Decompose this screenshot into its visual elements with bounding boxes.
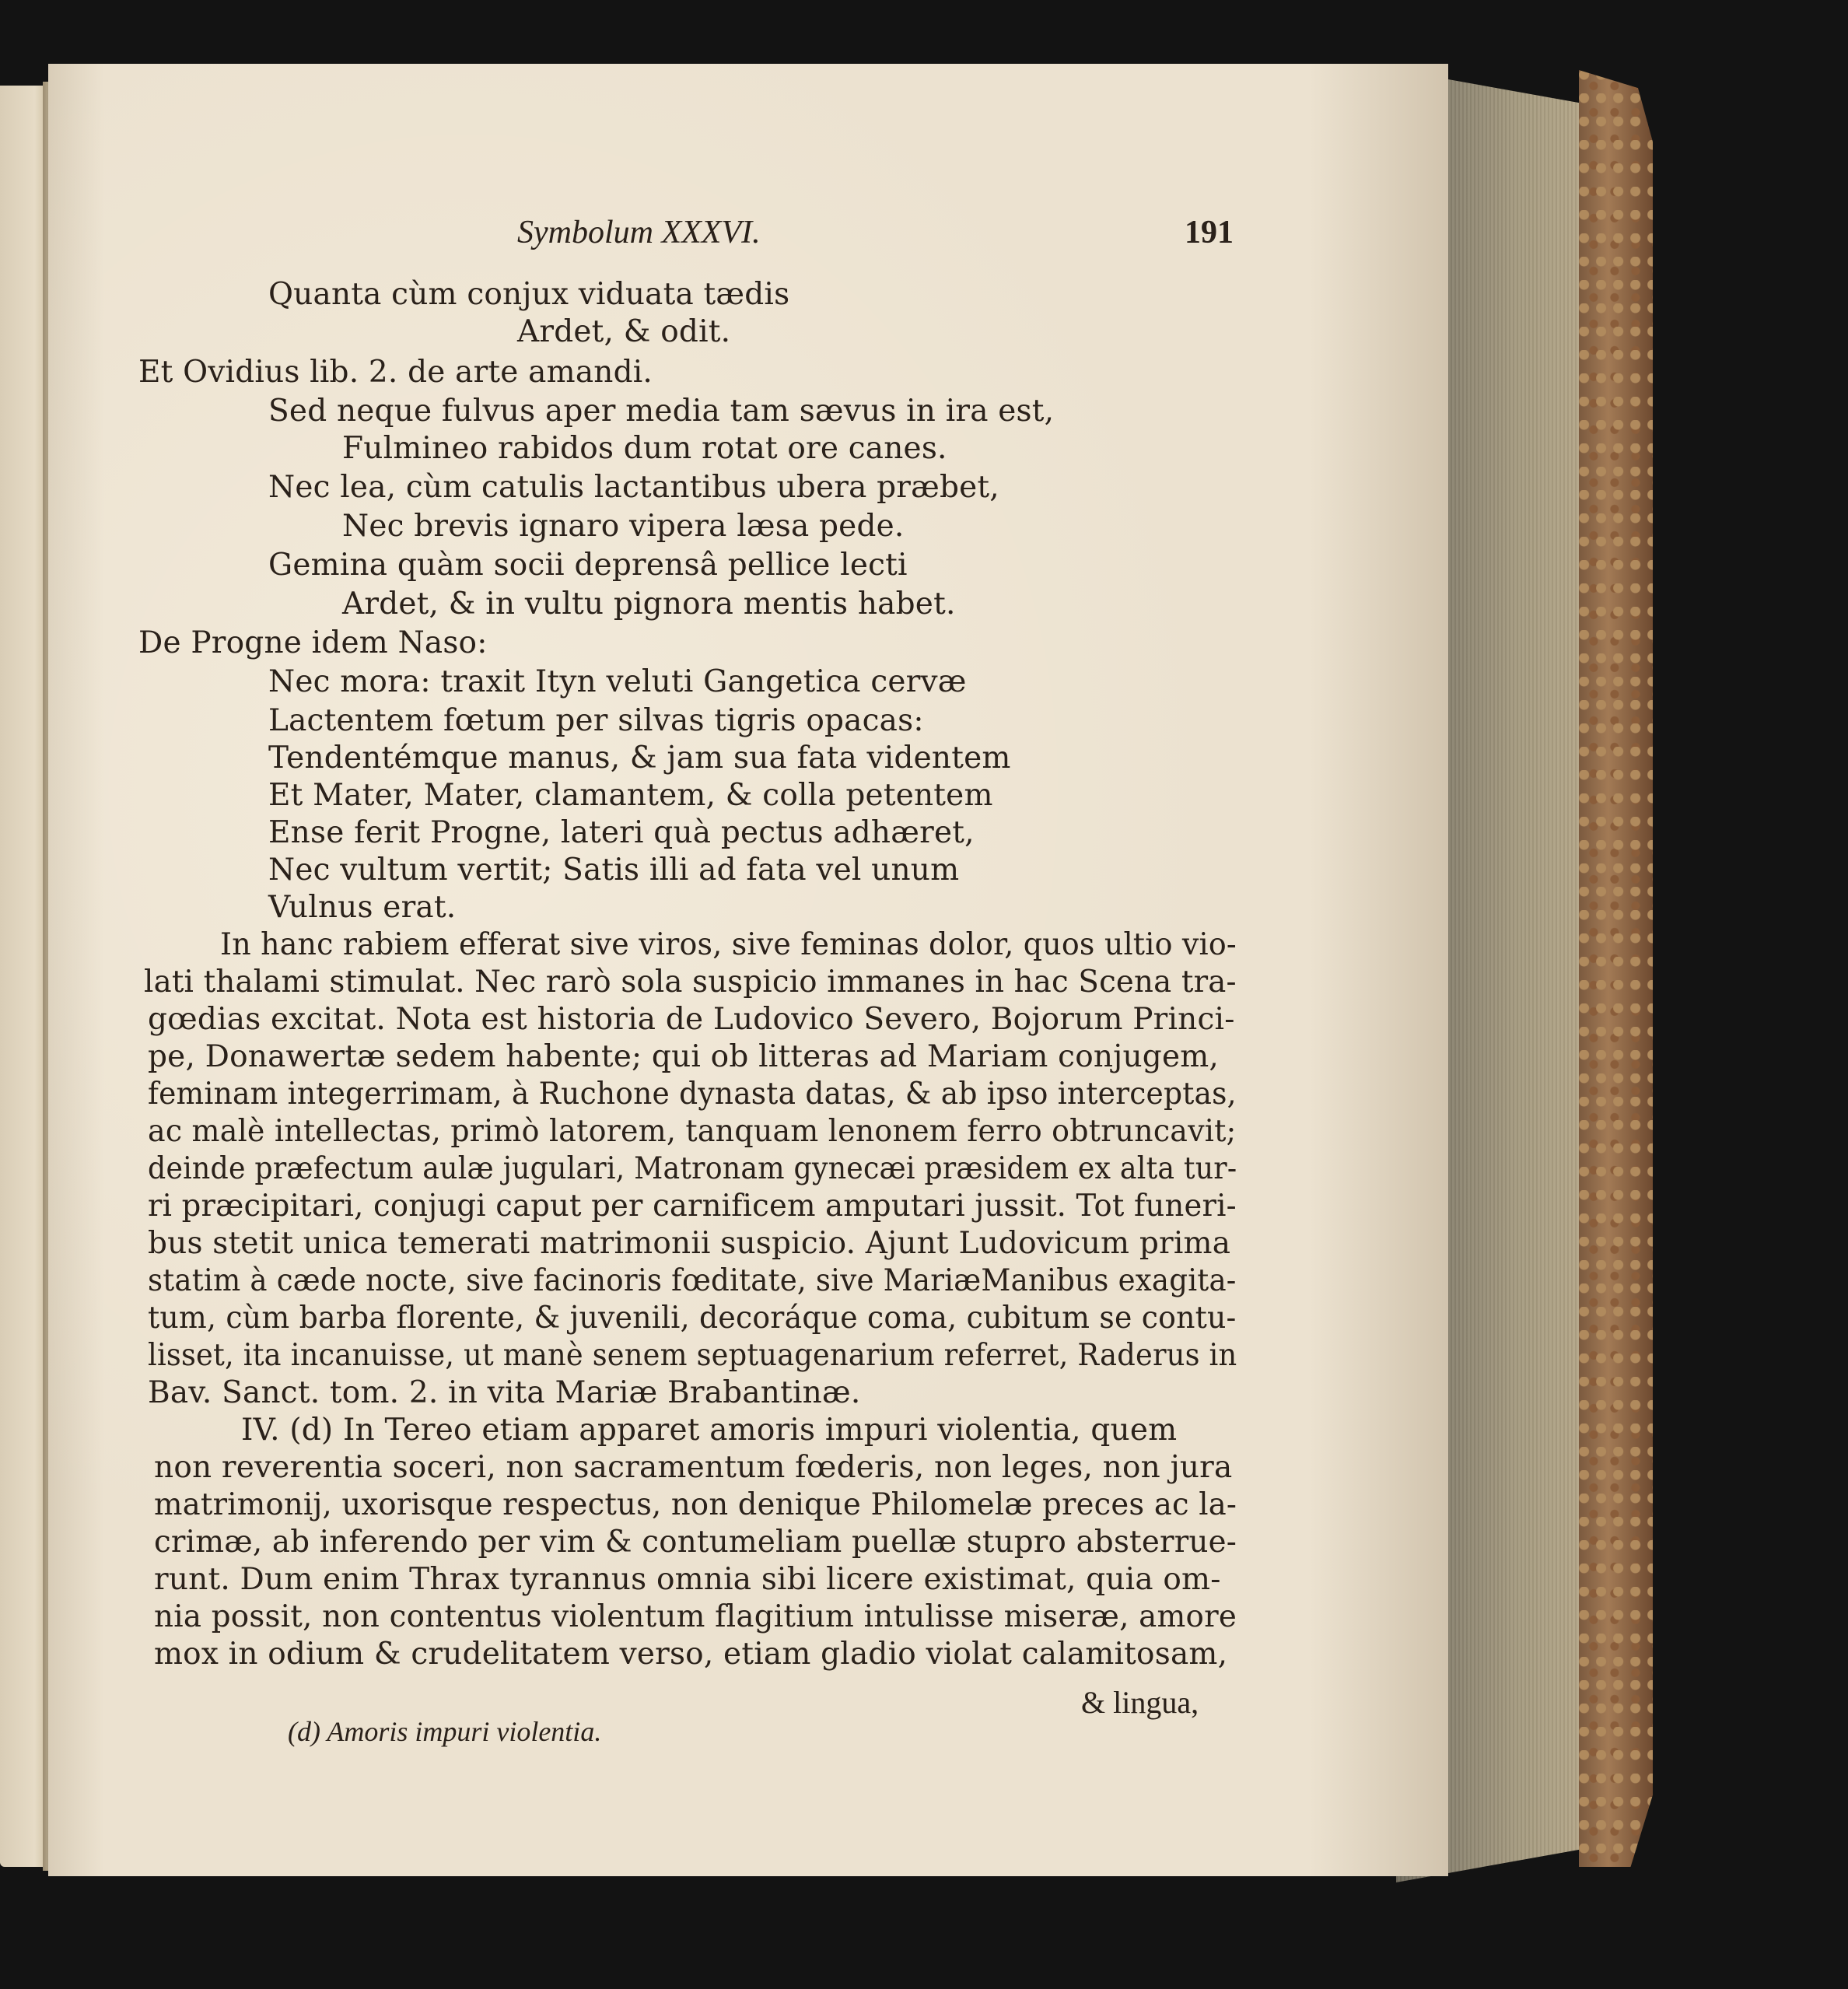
prose-line: non reverentia soceri, non sacramentum fœderis, non leges, non jura xyxy=(154,1450,1233,1485)
catchword: & lingua, xyxy=(1081,1685,1199,1720)
prose-line: lati thalami stimulat. Nec rarò sola suspicio immanes in hac Scena tra- xyxy=(144,965,1237,1000)
verse-line: Gemina quàm socii deprensâ pellice lecti xyxy=(268,548,908,583)
prose-line: matrimonij, uxorisque respectus, non denique Philomelæ preces ac la- xyxy=(154,1487,1237,1522)
prose-line: Bav. Sanct. tom. 2. in vita Mariæ Brabantinæ. xyxy=(148,1375,861,1410)
verse-line: Fulmineo rabidos dum rotat ore canes. xyxy=(342,431,947,466)
verse-intro: De Progne idem Naso: xyxy=(138,625,488,660)
verse-line: Et Mater, Mater, clamantem, & colla petentem xyxy=(268,778,993,813)
verse-line: Nec brevis ignaro vipera læsa pede. xyxy=(342,509,905,544)
prose-line: tum, cùm barba florente, & juvenili, decoráque coma, cubitum se contu- xyxy=(148,1301,1237,1336)
prose-line: In hanc rabiem efferat sive viros, sive feminas dolor, quos ultio vio- xyxy=(220,927,1237,962)
verse-line: Tendentémque manus, & jam sua fata videntem xyxy=(268,741,1011,776)
prose-line: pe, Donawertæ sedem habente; qui ob litteras ad Mariam conjugem, xyxy=(148,1039,1220,1074)
prose-line: lisset, ita incanuisse, ut manè senem septuagenarium referret, Raderus in xyxy=(148,1338,1237,1373)
verse-line: Sed neque fulvus aper media tam sævus in ira est, xyxy=(268,394,1055,429)
prose-line: deinde præfectum aulæ jugulari, Matronam gynecæi præsidem ex alta tur- xyxy=(148,1151,1237,1186)
verse-line: Lactentem fœtum per silvas tigris opacas: xyxy=(268,703,924,738)
verse-line: Vulnus erat. xyxy=(268,890,457,925)
verse-intro: Et Ovidius lib. 2. de arte amandi. xyxy=(138,355,653,390)
verse-line: Nec lea, cùm catulis lactantibus ubera præbet, xyxy=(268,470,999,505)
prose-line: crimæ, ab inferendo per vim & contumeliam puellæ stupro absterrue- xyxy=(154,1525,1237,1560)
prose-line: statim à cæde nocte, sive facinoris fœditate, sive MariæManibus exagita- xyxy=(148,1263,1237,1298)
prose-line: nia possit, non contentus violentum flagitium intulisse miseræ, amore xyxy=(154,1599,1237,1634)
prose-line: bus stetit unica temerati matrimonii suspicio. Ajunt Ludovicum prima xyxy=(148,1226,1231,1261)
footnote: (d) Amoris impuri violentia. xyxy=(288,1716,602,1747)
verse-line: Quanta cùm conjux viduata tædis xyxy=(268,277,790,312)
verse-line: Ense ferit Progne, lateri quà pectus adhæret, xyxy=(268,815,975,850)
verse-line: Ardet, & odit. xyxy=(517,314,731,349)
verse-line: Nec vultum vertit; Satis illi ad fata vel unum xyxy=(268,853,960,888)
prose-line: ri præcipitari, conjugi caput per carnificem amputari jussit. Tot funeri- xyxy=(148,1189,1237,1224)
page-number: 191 xyxy=(1185,215,1234,250)
prose-line: gœdias excitat. Nota est historia de Ludovico Severo, Bojorum Princi- xyxy=(148,1002,1235,1037)
prose-line: feminam integerrimam, à Ruchone dynasta datas, & ab ipso interceptas, xyxy=(148,1077,1237,1112)
verse-line: Nec mora: traxit Ityn veluti Gangetica cervæ xyxy=(268,664,967,699)
prose-line: ac malè intellectas, primò latorem, tanquam lenonem ferro obtruncavit; xyxy=(148,1114,1237,1149)
prose-line: runt. Dum enim Thrax tyrannus omnia sibi licere existimat, quia om- xyxy=(154,1562,1221,1597)
running-title: Symbolum XXXVI. xyxy=(517,215,761,250)
prose-line: mox in odium & crudelitatem verso, etiam gladio violat calamitosam, xyxy=(154,1637,1228,1672)
leather-cover-edge xyxy=(1579,70,1653,1867)
verse-line: Ardet, & in vultu pignora mentis habet. xyxy=(342,587,956,622)
prose-line: IV. (d) In Tereo etiam apparet amoris impuri violentia, quem xyxy=(241,1413,1178,1448)
